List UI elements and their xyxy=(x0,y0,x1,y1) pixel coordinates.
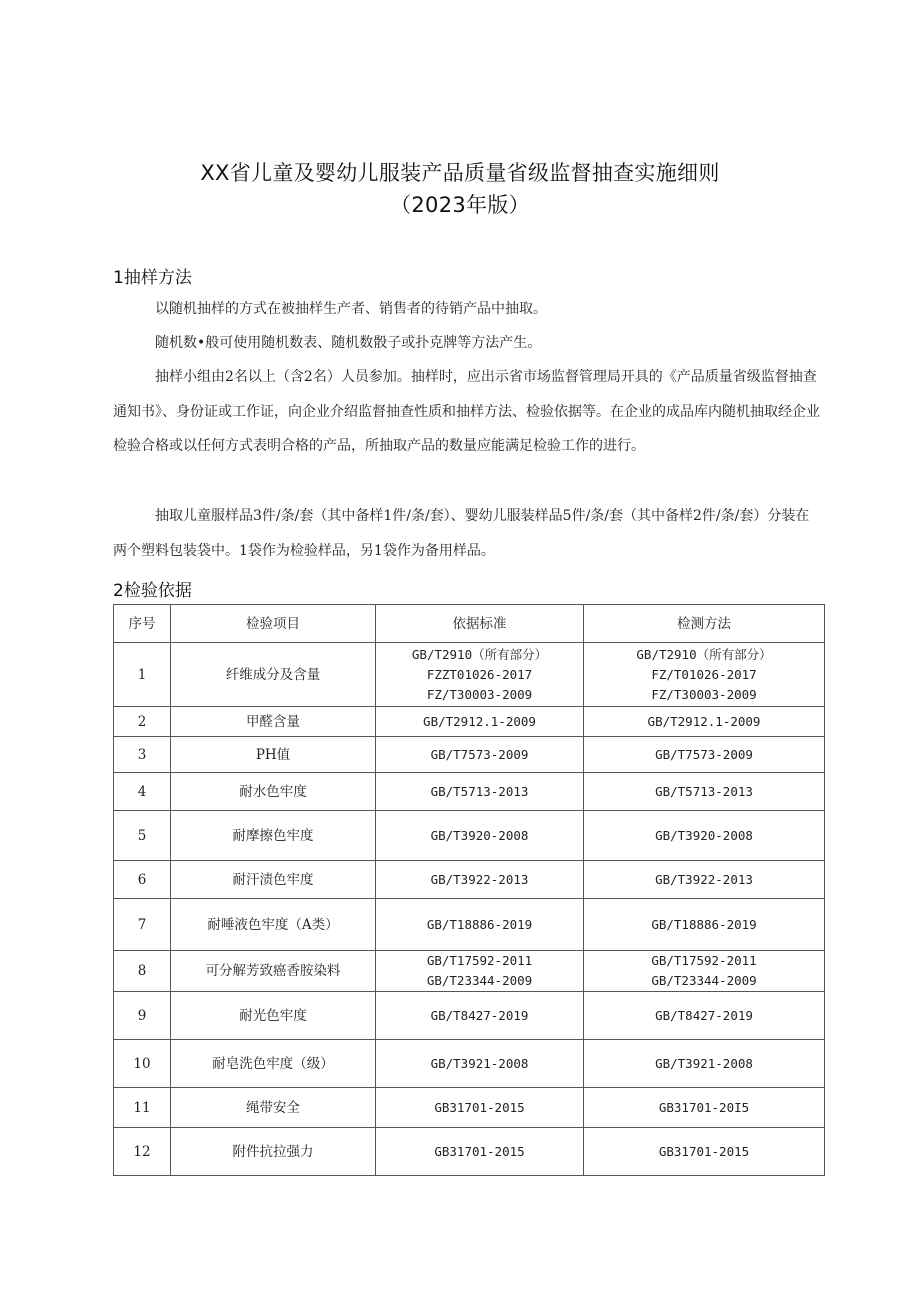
cell-item: 耐汗渍色牢度 xyxy=(171,861,376,899)
standard-line: FZ/T30003-2009 xyxy=(426,686,533,702)
cell-method xyxy=(584,861,825,899)
cell-item: 可分解芳致癌香胺染料 xyxy=(171,951,376,992)
cell-standard xyxy=(376,707,584,737)
table-row xyxy=(114,861,825,899)
method-line: GB/T2912.1-2009 xyxy=(647,713,761,729)
table-row xyxy=(114,811,825,861)
cell-method xyxy=(584,811,825,861)
header-method: 检测方法 xyxy=(584,605,825,643)
cell-method xyxy=(584,992,825,1040)
cell-item: 耐唾液色牢度（A类） xyxy=(171,899,376,951)
cell-standard xyxy=(376,899,584,951)
table-row xyxy=(114,773,825,811)
cell-method xyxy=(584,951,825,992)
cell-item: 附件抗拉强力 xyxy=(171,1128,376,1176)
cell-no: 11 xyxy=(114,1088,171,1128)
cell-method xyxy=(584,1040,825,1088)
cell-item: 甲醛含量 xyxy=(171,707,376,737)
cell-item: PH值 xyxy=(171,737,376,773)
section-1-heading: 1抽样方法 xyxy=(113,268,192,288)
method-line: GB/T2910（所有部分） xyxy=(636,646,772,662)
standard-line: GB/T2910（所有部分） xyxy=(411,646,548,662)
cell-standard xyxy=(376,1040,584,1088)
method-line: GB/T8427-2019 xyxy=(655,1007,753,1023)
cell-item: 绳带安全 xyxy=(171,1088,376,1128)
cell-no: 4 xyxy=(114,773,171,811)
standard-line: GB/T7573-2009 xyxy=(430,746,529,762)
table-row xyxy=(114,992,825,1040)
header-no: 序号 xyxy=(114,605,171,643)
cell-no: 9 xyxy=(114,992,171,1040)
section-2-heading: 2检验依据 xyxy=(113,581,192,601)
cell-no: 6 xyxy=(114,861,171,899)
cell-no: 1 xyxy=(114,643,171,707)
paragraph: 以随机抽样的方式在被抽样生产者、销售者的待销产品中抽取。 xyxy=(155,301,547,317)
cell-no: 3 xyxy=(114,737,171,773)
cell-standard xyxy=(376,861,584,899)
table-row xyxy=(114,1040,825,1088)
method-line: GB31701-2015 xyxy=(658,1143,750,1159)
cell-method xyxy=(584,737,825,773)
method-line: FZ/T30003-2009 xyxy=(651,686,757,702)
method-line: GB31701-20I5 xyxy=(658,1099,750,1115)
method-line: FZ/T01026-2017 xyxy=(651,666,757,682)
cell-item: 耐水色牢度 xyxy=(171,773,376,811)
table-row xyxy=(114,1088,825,1128)
table-row xyxy=(114,737,825,773)
method-line: GB/T7573-2009 xyxy=(655,746,753,762)
cell-method xyxy=(584,773,825,811)
document-subtitle: （2023年版） xyxy=(390,193,530,217)
standard-line: GB/T17592-2011 xyxy=(426,953,533,968)
cell-no: 7 xyxy=(114,899,171,951)
cell-standard xyxy=(376,951,584,992)
standard-line: GB/T18886-2019 xyxy=(426,916,533,932)
cell-item: 耐皂洗色牢度（级） xyxy=(171,1040,376,1088)
method-line: GB/T3921-2008 xyxy=(655,1055,753,1071)
method-line: GB/T17592-2011 xyxy=(651,953,757,968)
cell-no: 12 xyxy=(114,1128,171,1176)
standard-line: FZZT01026-2017 xyxy=(426,666,533,682)
inspection-basis-table xyxy=(113,604,825,1176)
header-item: 检验项目 xyxy=(171,605,376,643)
method-line: GB/T3922-2013 xyxy=(655,871,753,887)
method-line: GB/T3920-2008 xyxy=(655,827,753,843)
table-row xyxy=(114,1128,825,1176)
standard-line: GB31701-2015 xyxy=(434,1099,525,1115)
paragraph: 抽样小组由2名以上（含2名）人员参加。抽样时，应出示省市场监督管理局开具的《产品质量省级监督抽查通知书》、身份证或工作证，向企业介绍监督抽查性质和抽样方法、检验依据等。在企业的成品库内随机抽取经企业检验合格或以任何方式表明合格的产品，所抽取产品的数量应能满足检验工作的进行。 xyxy=(113,369,820,454)
cell-method xyxy=(584,1128,825,1176)
cell-method xyxy=(584,1088,825,1128)
cell-standard xyxy=(376,992,584,1040)
table-header-row xyxy=(114,605,825,643)
cell-standard xyxy=(376,1128,584,1176)
method-line: GB/T5713-2013 xyxy=(655,783,753,799)
standard-line: GB/T3920-2008 xyxy=(430,827,529,843)
header-standard: 依据标准 xyxy=(376,605,584,643)
cell-method xyxy=(584,643,825,707)
table-row xyxy=(114,707,825,737)
standard-line: GB/T23344-2009 xyxy=(426,973,533,988)
table-row xyxy=(114,643,825,707)
method-line: GB/T23344-2009 xyxy=(651,973,757,988)
cell-no: 10 xyxy=(114,1040,171,1088)
standard-line: GB/T8427-2019 xyxy=(430,1007,529,1023)
standard-line: GB31701-2015 xyxy=(434,1143,525,1159)
cell-method xyxy=(584,899,825,951)
cell-standard xyxy=(376,737,584,773)
standard-line: GB/T3921-2008 xyxy=(430,1055,529,1071)
standard-line: GB/T2912.1-2009 xyxy=(423,713,536,729)
cell-standard xyxy=(376,811,584,861)
paragraph: 随机数•般可使用随机数表、随机数骰子或扑克牌等方法产生。 xyxy=(155,335,542,351)
cell-standard xyxy=(376,1088,584,1128)
cell-standard xyxy=(376,643,584,707)
method-line: GB/T18886-2019 xyxy=(651,916,757,932)
cell-no: 5 xyxy=(114,811,171,861)
table-row xyxy=(114,899,825,951)
cell-item: 耐摩擦色牢度 xyxy=(171,811,376,861)
cell-method xyxy=(584,707,825,737)
standard-line: GB/T5713-2013 xyxy=(430,783,529,799)
cell-standard xyxy=(376,773,584,811)
document-title: XX省儿童及婴幼儿服装产品质量省级监督抽查实施细则 xyxy=(200,161,720,185)
paragraph: 抽取儿童服样品3件/条/套（其中备样1件/条/套）、婴幼儿服装样品5件/条/套（其中备样2件/条/套）分装在两个塑料包装袋中。1袋作为检验样品，另1袋作为备用样品。 xyxy=(113,508,810,559)
cell-no: 8 xyxy=(114,951,171,992)
standard-line: GB/T3922-2013 xyxy=(430,871,529,887)
cell-item: 耐光色牢度 xyxy=(171,992,376,1040)
table-row xyxy=(114,951,825,992)
cell-no: 2 xyxy=(114,707,171,737)
cell-item: 纤维成分及含量 xyxy=(171,643,376,707)
